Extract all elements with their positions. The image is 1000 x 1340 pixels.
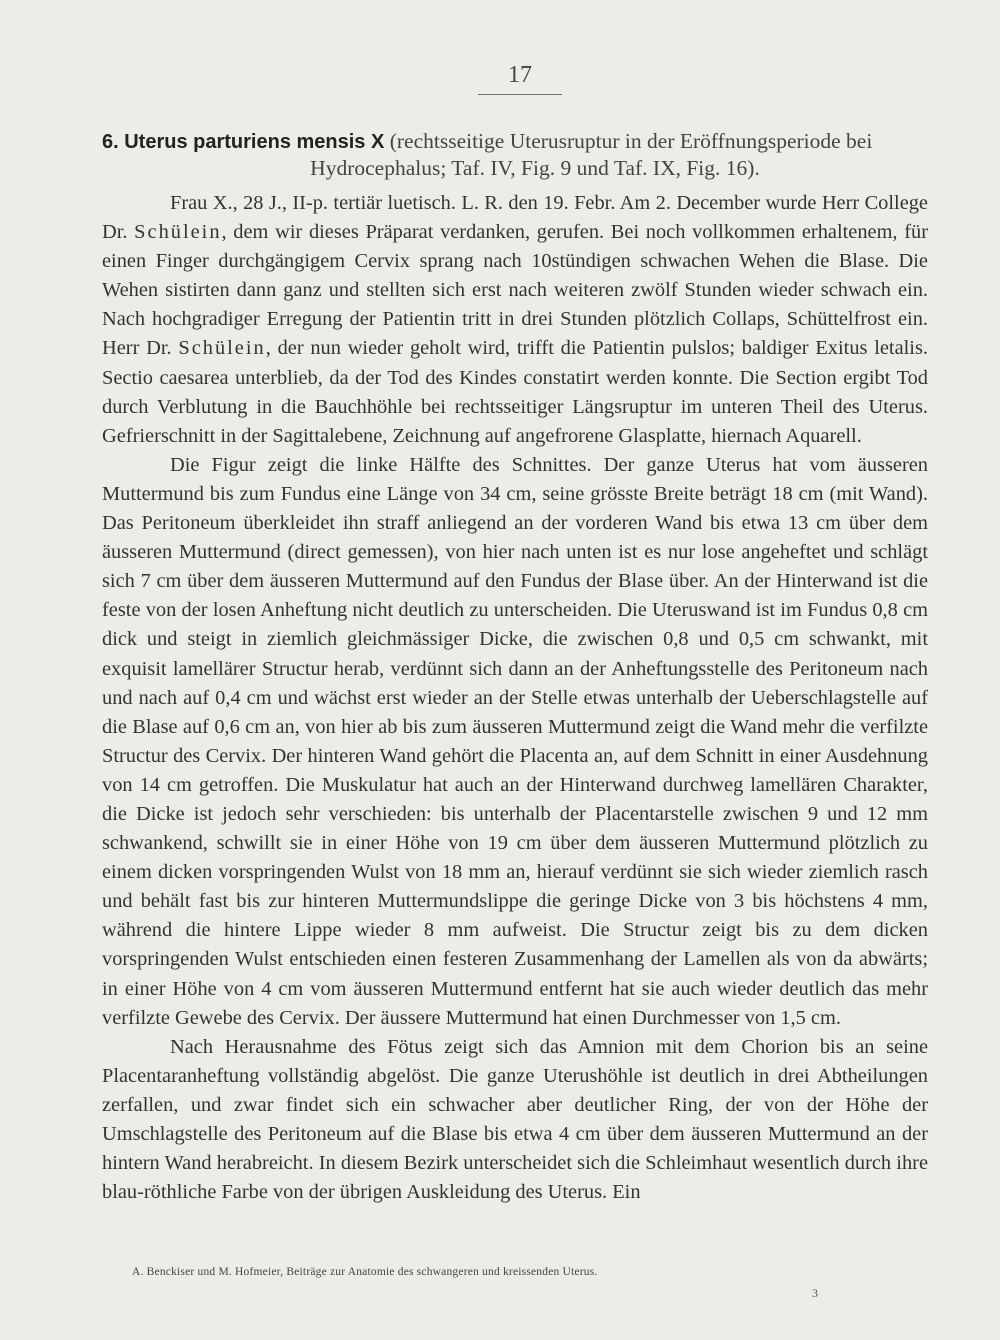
paragraph-case-history-part1: Frau X., 28 J., II-p. tertiär luetisch. L. R. den 19. Febr. Am 2. December wurde Herr College Dr. — [102, 192, 928, 244]
page-content — [102, 128, 928, 1207]
section-heading-subtitle: (rechtsseitige Uterusruptur in der Eröffnungsperiode bei — [389, 129, 873, 153]
person-name: Schülein — [134, 221, 222, 244]
paragraph-case-history-part2: , dem wir dieses Präparat verdanken, gerufen. Bei noch vollkommen erhaltenem, für einen Finger durchgängigem Cervix sprang nach 10stündigen schwachen Wehen die Blase. Die Wehen sistirten dann ganz und stellten sich erst nach weiteren zwölf Stunden wieder schwach ein. Nach hochgradiger Erregung der Patientin tritt in drei Stunden plötzlich Collaps, Schüttelfrost ein. Herr Dr. — [102, 221, 928, 360]
section-heading-subtitle-line2: Hydrocephalus; Taf. IV, Fig. 9 und Taf. IX, Fig. 16). — [310, 156, 760, 180]
paragraph-case-history — [102, 189, 928, 451]
footer-sheet-number: 3 — [812, 1286, 818, 1300]
page-number-rule — [478, 94, 562, 95]
section-heading-title: 6. Uterus parturiens mensis X — [102, 131, 385, 153]
footer-citation: A. Benckiser und M. Hofmeier, Beiträge zur Anatomie des schwangeren und kreissenden Uterus. — [132, 1266, 598, 1278]
page-number: 17 — [508, 62, 532, 88]
person-name: Schülein — [178, 337, 266, 360]
paragraph-case-history-part3: , der nun wieder geholt wird, trifft die Patientin pulslos; baldiger Exitus letalis. Sectio caesarea unterblieb, da der Tod des Kindes constatirt werden konnte. Die Section ergibt Tod durch Verblutung in die Bauchhöhle bei rechtsseitiger Längsruptur im unteren Theil des Uterus. Gefrierschnitt in der Sagittalebene, Zeichnung auf angefrorene Glasplatte, hiernach Aquarell. — [102, 337, 928, 447]
paragraph-figure-description: Die Figur zeigt die linke Hälfte des Schnittes. Der ganze Uterus hat vom äusseren Muttermund bis zum Fundus eine Länge von 34 cm, seine grösste Breite beträgt 18 cm (mit Wand). Das Peritoneum überkleidet ihn straff anliegend an der vorderen Wand bis etwa 13 cm über dem äusseren Muttermund (direct gemessen), von hier nach unten ist es nur lose angeheftet und schlägt sich 7 cm über dem äusseren Muttermund auf den Fundus der Blase über. An der Hinterwand ist die feste von der losen Anheftung nicht deutlich zu unterscheiden. Die Uteruswand ist im Fundus 0,8 cm dick und steigt in ziemlich gleichmässiger Dicke, die zwischen 0,8 und 0,5 cm schwankt, mit exquisit lamellärer Structur herab, verdünnt sich dann an der Anheftungsstelle des Peritoneum nach und nach auf 0,4 cm und wächst erst wieder an der Stelle etwas unterhalb der Ueberschlagstelle auf die Blase auf 0,6 cm an, von hier ab bis zum äusseren Muttermund zeigt die Wand mehr die verfilzte Structur des Cervix. Der hinteren Wand gehört die Placenta an, auf dem Schnitt in einer Ausdehnung von 14 cm getroffen. Die Muskulatur hat auch an der Hinterwand durchweg lamellären Charakter, die Dicke ist jedoch sehr verschieden: bis unterhalb der Placentarstelle zwischen 9 und 12 mm schwankend, schwillt sie in einer Höhe von 19 cm über dem äusseren Muttermund plötzlich zu einem dicken vorspringenden Wulst von 18 mm an, hierauf verdünnt sie sich wieder ziemlich rasch und behält fast bis zur hinteren Muttermundslippe die geringe Dicke von 3 bis höchstens 4 mm, während die hintere Lippe wieder 8 mm aufweist. Die Structur zeigt bis zu dem dicken vorspringenden Wulst entschieden einen festeren Zusammenhang der Lamellen als von da abwärts; in einer Höhe von 4 cm vom äusseren Muttermund entfernt hat sie auch wieder deutlich das mehr verfilzte Gewebe des Cervix. Der äussere Muttermund hat einen Durchmesser von 1,5 cm. — [102, 453, 928, 1029]
paragraph-uterus-cavity: Nach Herausnahme des Fötus zeigt sich das Amnion mit dem Chorion bis an seine Placentaranheftung vollständig abgelöst. Die ganze Uterushöhle ist deutlich in drei Abtheilungen zerfallen, und zwar findet sich ein schwacher aber deutlicher Ring, der von der Höhe der Umschlagstelle des Peritoneum auf die Blase bis etwa 4 cm über dem äusseren Muttermund an der hintern Wand herabreicht. In diesem Bezirk unterscheidet sich die Schleimhaut wesentlich durch ihre blau-röthliche Farbe von der übrigen Auskleidung des Uterus. Ein — [102, 1035, 928, 1204]
section-heading — [102, 128, 928, 181]
